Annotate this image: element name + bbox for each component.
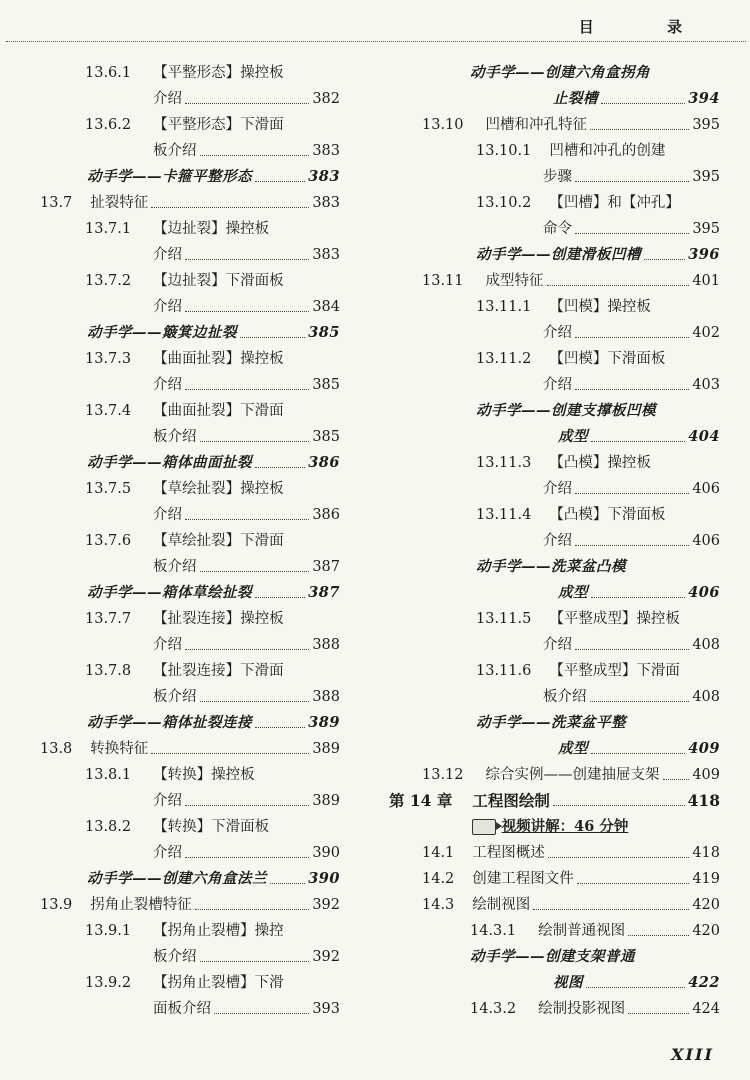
dot-leader: [575, 544, 689, 546]
toc-entry-title: 【平整成型】下滑面: [549, 663, 680, 679]
toc-entry-title: 【平整成型】操控板: [549, 611, 680, 627]
toc-page-number: 402: [692, 325, 720, 341]
toc-entry-title: 板介绍: [153, 949, 197, 965]
toc-section-number: 13.10: [422, 117, 464, 133]
toc-entry-title: 绘制视图: [472, 897, 531, 913]
dot-leader: [200, 960, 310, 962]
toc-section-number: 13.6.1: [85, 65, 132, 81]
toc-entry-title: 面板介绍: [153, 1001, 211, 1017]
toc-page-number: 401: [692, 273, 720, 289]
toc-section-number: 13.12: [422, 767, 464, 783]
toc-section-number: 13.11.4: [476, 507, 532, 523]
toc-entry-title: 凹槽和冲孔的创建: [549, 143, 666, 159]
dot-leader: [547, 284, 690, 286]
dot-leader: [590, 128, 689, 130]
toc-entry-title: 【曲面扯裂】下滑面: [153, 403, 284, 419]
toc-section-number: 13.6.2: [85, 117, 132, 133]
toc-entry-title: 【拐角止裂槽】操控: [153, 923, 284, 939]
toc-page-number: 383: [312, 143, 340, 159]
toc-entry: [0, 372, 340, 398]
toc-section-number: 14.1: [422, 845, 455, 861]
dot-leader: [575, 648, 689, 650]
toc-entry-title: 【边扯裂】操控板: [153, 221, 270, 237]
toc-section-number: 13.9.1: [85, 923, 132, 939]
toc-page-number: 389: [308, 714, 340, 731]
toc-entry: [380, 918, 720, 944]
toc-entry: [0, 60, 340, 86]
toc-entry-title: 【平整形态】下滑面: [153, 117, 284, 133]
toc-entry: [0, 476, 340, 502]
toc-entry: [0, 112, 340, 138]
toc-page-number: 409: [692, 767, 720, 783]
toc-exercise-entry: [0, 580, 340, 606]
toc-section-number: 13.8: [40, 741, 73, 757]
dot-leader: [240, 336, 305, 338]
video-camera-icon: [472, 819, 496, 835]
toc-entry-title: 动手学——卡箍平整形态: [87, 168, 252, 185]
toc-page-number: 383: [308, 168, 340, 185]
dot-leader: [185, 310, 309, 312]
toc-entry-title: 【扯裂连接】下滑面: [153, 663, 284, 679]
toc-entry-title: 板介绍: [153, 559, 197, 575]
toc-entry: [0, 502, 340, 528]
dot-leader: [575, 388, 689, 390]
toc-section-number: 13.10.2: [476, 195, 532, 211]
dot-leader: [548, 856, 690, 858]
dot-leader: [575, 492, 689, 494]
dot-leader: [663, 778, 690, 780]
toc-page-number: 403: [692, 377, 720, 393]
toc-entry: [0, 658, 340, 684]
toc-exercise-entry: [380, 242, 720, 268]
toc-entry: [0, 892, 340, 918]
toc-entry-title: 凹槽和冲孔特征: [485, 117, 588, 133]
toc-exercise-entry: [0, 164, 340, 190]
toc-entry-title: 动手学——创建六角盒拐角: [470, 64, 650, 81]
toc-entry: [0, 138, 340, 164]
toc-page-number: 390: [308, 870, 340, 887]
toc-entry: [380, 320, 720, 346]
toc-page-number: 383: [312, 195, 340, 211]
toc-section-number: 13.7: [40, 195, 73, 211]
toc-entry: [380, 268, 720, 294]
dot-leader: [185, 518, 309, 520]
toc-section-number: 13.7.6: [85, 533, 132, 549]
toc-exercise-entry: [0, 450, 340, 476]
toc-entry-title: 动手学——簸箕边扯裂: [87, 324, 237, 341]
toc-entry: [0, 762, 340, 788]
toc-entry: [0, 944, 340, 970]
toc-page-number: 388: [312, 637, 340, 653]
toc-entry-title: 止裂槽: [553, 90, 598, 107]
toc-page-number: 392: [312, 949, 340, 965]
toc-entry-title: 工程图概述: [472, 845, 545, 861]
dot-leader: [151, 752, 309, 754]
toc-page-number: 396: [688, 246, 720, 263]
toc-page-number: 386: [312, 507, 340, 523]
toc-page-number: 409: [688, 740, 720, 757]
toc-page-number: 393: [312, 1001, 340, 1017]
toc-section-number: 13.7.4: [85, 403, 132, 419]
toc-entry: [0, 840, 340, 866]
toc-entry-title: 步骤: [543, 169, 572, 185]
toc-entry-title: 扯裂特征: [90, 195, 149, 211]
toc-page-number: 408: [692, 637, 720, 653]
dot-leader: [185, 258, 309, 260]
toc-entry: [380, 996, 720, 1022]
toc-entry-title: 动手学——创建支架普通: [470, 948, 635, 965]
toc-section-number: 13.8.1: [85, 767, 132, 783]
dot-leader: [591, 752, 685, 754]
toc-entry-title: 介绍: [153, 793, 182, 809]
toc-entry-title: 成型: [558, 740, 588, 757]
toc-entry: [380, 450, 720, 476]
toc-exercise-entry: [380, 944, 720, 970]
toc-entry: [380, 216, 720, 242]
toc-entry-title: 介绍: [153, 377, 182, 393]
toc-section-number: 13.11: [422, 273, 464, 289]
toc-page-number: 390: [312, 845, 340, 861]
dot-leader: [200, 440, 310, 442]
toc-entry: [0, 86, 340, 112]
toc-page-number: 385: [312, 377, 340, 393]
toc-entry-title: 【边扯裂】下滑面板: [153, 273, 284, 289]
toc-entry-title: 介绍: [153, 845, 182, 861]
toc-section-number: 13.7.1: [85, 221, 132, 237]
toc-entry-title: 绘制投影视图: [538, 1001, 626, 1017]
toc-entry: [0, 684, 340, 710]
toc-entry-title: 介绍: [543, 481, 572, 497]
toc-entry-title: 【转换】下滑面板: [153, 819, 270, 835]
dot-leader: [255, 180, 305, 182]
dot-leader: [577, 882, 690, 884]
toc-entry: [0, 736, 340, 762]
toc-page-number: 422: [688, 974, 720, 991]
toc-section-number: 14.2: [422, 871, 455, 887]
toc-entry-title: 创建工程图文件: [472, 871, 574, 887]
toc-entry-title: 动手学——创建滑板凹槽: [476, 246, 641, 263]
toc-entry: [0, 346, 340, 372]
toc-page-number: 424: [692, 1001, 720, 1017]
dot-leader: [628, 934, 689, 936]
toc-entry: [380, 112, 720, 138]
dot-leader: [628, 1012, 689, 1014]
toc-exercise-entry: [380, 398, 720, 424]
toc-entry: [0, 268, 340, 294]
dot-leader: [255, 466, 305, 468]
toc-page-number: 408: [692, 689, 720, 705]
toc-entry: [380, 502, 720, 528]
toc-entry-title: 【草绘扯裂】操控板: [153, 481, 284, 497]
toc-entry-title: 【转换】操控板: [153, 767, 255, 783]
toc-entry: [0, 554, 340, 580]
dot-leader: [214, 1012, 309, 1014]
toc-exercise-entry: [0, 866, 340, 892]
dot-leader: [255, 726, 305, 728]
toc-entry: [0, 424, 340, 450]
toc-section-number: 13.11.5: [476, 611, 532, 627]
toc-entry-title: 动手学——创建六角盒法兰: [87, 870, 267, 887]
toc-section-number: 13.11.6: [476, 663, 532, 679]
toc-page-number: 395: [692, 117, 720, 133]
dot-leader: [200, 700, 310, 702]
toc-page-number: 404: [688, 428, 720, 445]
toc-page-number: 406: [688, 584, 720, 601]
toc-entry-title: 介绍: [153, 637, 182, 653]
toc-entry-title: 介绍: [543, 377, 572, 393]
toc-section-number: 13.11.2: [476, 351, 532, 367]
toc-entry: [0, 788, 340, 814]
dot-leader: [591, 440, 685, 442]
toc-entry-title: 【凸模】操控板: [549, 455, 651, 471]
page-header-title: 目 录: [578, 18, 716, 36]
toc-entry: [380, 866, 720, 892]
toc-page-number: 406: [692, 481, 720, 497]
toc-page-number: 395: [692, 169, 720, 185]
dot-leader: [255, 596, 305, 598]
toc-entry-title: 【凹模】下滑面板: [549, 351, 666, 367]
toc-entry-title: 动手学——洗菜盆平整: [476, 714, 626, 731]
toc-section-number: 13.11.1: [476, 299, 532, 315]
dot-leader: [553, 804, 685, 806]
dot-leader: [575, 180, 689, 182]
toc-entry: [0, 996, 340, 1022]
toc-page-number: 387: [312, 559, 340, 575]
toc-section-number: 第 14 章: [389, 791, 453, 810]
toc-page-number: 383: [312, 247, 340, 263]
toc-entry: [380, 632, 720, 658]
toc-entry: [380, 476, 720, 502]
toc-page-number: 385: [312, 429, 340, 445]
toc-entry-title: 【凹槽】和【冲孔】: [549, 195, 680, 211]
toc-entry-title: 工程图绘制: [472, 791, 550, 810]
toc-section-number: 13.7.8: [85, 663, 132, 679]
toc-entry: [0, 606, 340, 632]
toc-entry: [0, 190, 340, 216]
toc-page-number: 418: [687, 791, 720, 810]
toc-entry-title: 命令: [543, 221, 572, 237]
toc-entry-title: 动手学——箱体曲面扯裂: [87, 454, 252, 471]
toc-section-number: 13.7.2: [85, 273, 132, 289]
toc-entry-title: 板介绍: [153, 689, 197, 705]
toc-entry: [380, 294, 720, 320]
toc-exercise-entry: [380, 424, 720, 450]
toc-entry: [380, 138, 720, 164]
toc-entry-title: 【平整形态】操控板: [153, 65, 284, 81]
toc-entry: [0, 814, 340, 840]
video-note-text: 视频讲解：46 分钟: [501, 818, 629, 835]
toc-page-number: 389: [312, 741, 340, 757]
toc-entry-title: 介绍: [543, 325, 572, 341]
toc-entry: [0, 632, 340, 658]
toc-section-number: 13.7.5: [85, 481, 132, 497]
dot-leader: [270, 882, 305, 884]
toc-entry-title: 成型: [558, 584, 588, 601]
toc-entry-title: 综合实例——创建抽屉支架: [485, 767, 660, 783]
toc-entry-title: 介绍: [543, 533, 572, 549]
toc-exercise-entry: [380, 554, 720, 580]
toc-entry: [380, 164, 720, 190]
toc-page-number: 394: [688, 90, 720, 107]
toc-entry-title: 介绍: [153, 91, 182, 107]
toc-page-number: 387: [308, 584, 340, 601]
toc-entry: [0, 528, 340, 554]
toc-entry: [380, 840, 720, 866]
toc-entry: [380, 762, 720, 788]
toc-exercise-entry: [380, 86, 720, 112]
toc-exercise-entry: [380, 60, 720, 86]
header-rule: [6, 41, 746, 42]
dot-leader: [601, 102, 685, 104]
toc-exercise-entry: [380, 736, 720, 762]
dot-leader: [151, 206, 309, 208]
toc-entry-title: 视图: [553, 974, 583, 991]
toc-entry-title: 绘制普通视图: [538, 923, 626, 939]
toc-entry-title: 转换特征: [90, 741, 149, 757]
toc-entry: [0, 216, 340, 242]
toc-entry-title: 成型特征: [485, 273, 544, 289]
toc-section-number: 13.9.2: [85, 975, 132, 991]
dot-leader: [185, 856, 309, 858]
dot-leader: [575, 232, 689, 234]
toc-entry-title: 拐角止裂槽特征: [90, 897, 192, 913]
toc-entry: [380, 658, 720, 684]
toc-section-number: 13.9: [40, 897, 73, 913]
dot-leader: [185, 648, 309, 650]
toc-page-number: 384: [312, 299, 340, 315]
toc-page-number: 420: [692, 897, 720, 913]
toc-chapter-entry: [380, 788, 720, 814]
toc-entry-title: 介绍: [543, 637, 572, 653]
toc-entry-title: 介绍: [153, 247, 182, 263]
toc-exercise-entry: [0, 710, 340, 736]
dot-leader: [200, 154, 310, 156]
dot-leader: [575, 336, 689, 338]
dot-leader: [185, 388, 309, 390]
toc-page-number: 382: [312, 91, 340, 107]
toc-entry-title: 板介绍: [153, 429, 197, 445]
dot-leader: [533, 908, 689, 910]
dot-leader: [195, 908, 310, 910]
toc-section-number: 13.7.7: [85, 611, 132, 627]
toc-page-number: 388: [312, 689, 340, 705]
toc-exercise-entry: [0, 320, 340, 346]
toc-entry: [0, 294, 340, 320]
dot-leader: [185, 102, 309, 104]
toc-page-number: 389: [312, 793, 340, 809]
toc-page-number: 386: [308, 454, 340, 471]
toc-entry-title: 【曲面扯裂】操控板: [153, 351, 284, 367]
toc-section-number: 13.8.2: [85, 819, 132, 835]
toc-page-number: 385: [308, 324, 340, 341]
toc-entry-title: 板介绍: [543, 689, 587, 705]
toc-entry-title: 动手学——创建支撑板凹模: [476, 402, 656, 419]
toc-entry: [380, 606, 720, 632]
dot-leader: [586, 986, 685, 988]
dot-leader: [591, 596, 685, 598]
toc-section-number: 13.7.3: [85, 351, 132, 367]
toc-entry-title: 动手学——箱体草绘扯裂: [87, 584, 252, 601]
toc-entry-title: 动手学——箱体扯裂连接: [87, 714, 252, 731]
toc-entry: [0, 242, 340, 268]
toc-entry-title: 【凹模】操控板: [549, 299, 651, 315]
toc-entry: [0, 918, 340, 944]
toc-entry: [0, 398, 340, 424]
toc-section-number: 13.10.1: [476, 143, 532, 159]
toc-entry-title: 【凸模】下滑面板: [549, 507, 666, 523]
video-note: [380, 814, 720, 840]
toc-exercise-entry: [380, 970, 720, 996]
toc-entry: [380, 372, 720, 398]
toc-entry: [380, 346, 720, 372]
toc-entry-title: 介绍: [153, 507, 182, 523]
toc-entry: [380, 528, 720, 554]
toc-page-number: 392: [312, 897, 340, 913]
toc-entry: [380, 892, 720, 918]
toc-entry-title: 【草绘扯裂】下滑面: [153, 533, 284, 549]
toc-section-number: 14.3: [422, 897, 455, 913]
toc-entry-title: 介绍: [153, 299, 182, 315]
toc-exercise-entry: [380, 710, 720, 736]
toc-entry: [380, 190, 720, 216]
dot-leader: [185, 804, 309, 806]
toc-entry: [380, 684, 720, 710]
toc-entry-title: 【拐角止裂槽】下滑: [153, 975, 284, 991]
toc-entry-title: 动手学——洗菜盆凸模: [476, 558, 626, 575]
toc-page-number: 420: [692, 923, 720, 939]
toc-exercise-entry: [380, 580, 720, 606]
toc-section-number: 14.3.2: [470, 1001, 517, 1017]
dot-leader: [644, 258, 685, 260]
toc-entry-title: 【扯裂连接】操控板: [153, 611, 284, 627]
toc-entry-title: 成型: [558, 428, 588, 445]
dot-leader: [200, 570, 310, 572]
toc-page-number: 406: [692, 533, 720, 549]
dot-leader: [590, 700, 690, 702]
toc-entry-title: 板介绍: [153, 143, 197, 159]
toc-section-number: 13.11.3: [476, 455, 532, 471]
toc-section-number: 14.3.1: [470, 923, 517, 939]
toc-page-number: 418: [692, 845, 720, 861]
page-folio: XIII: [671, 1045, 714, 1064]
toc-page-number: 419: [692, 871, 720, 887]
toc-page-number: 395: [692, 221, 720, 237]
toc-entry: [0, 970, 340, 996]
